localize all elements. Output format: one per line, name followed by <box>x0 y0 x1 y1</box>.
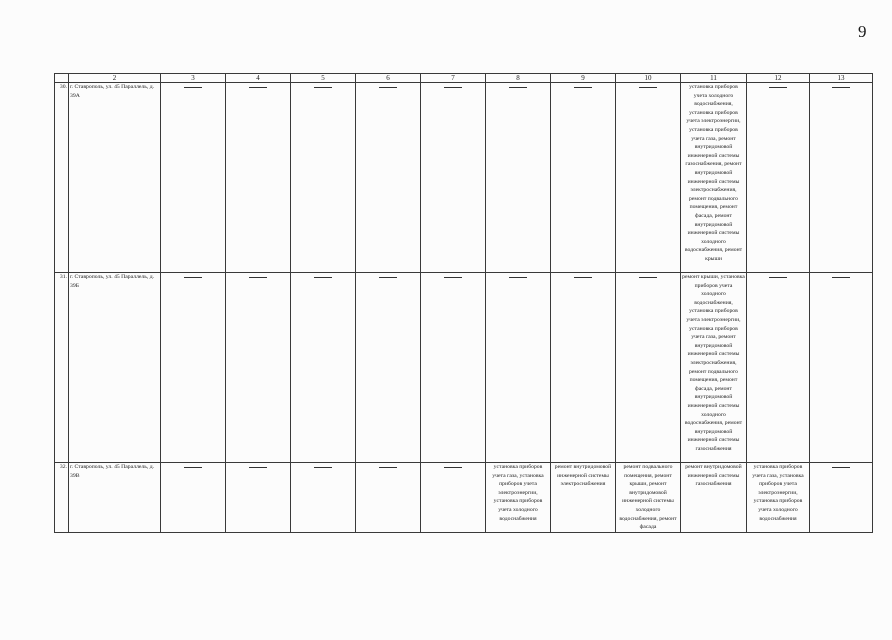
dash-mark <box>769 277 787 278</box>
empty-cell <box>747 83 810 273</box>
dash-mark <box>249 277 267 278</box>
works-text: ремонт внутридомовой инженерной системы газоснабжения <box>685 464 742 488</box>
dash-mark <box>639 87 657 88</box>
empty-cell <box>616 83 681 273</box>
works-text: установка приборов учета газа, установка приборов учета электроэнергии, установка приборов учета холодного водоснабжения <box>752 464 804 522</box>
header-cell: 2 <box>69 74 161 83</box>
dash-mark <box>639 277 657 278</box>
row-number: 30. <box>55 83 69 273</box>
works-cell <box>551 463 616 533</box>
empty-cell <box>226 83 291 273</box>
header-cell: 13 <box>810 74 873 83</box>
works-text: ремонт подвального помещения, ремонт крыши, ремонт внутридомовой инженерной системы холодного водоснабжения, ремонт фасада <box>619 464 677 531</box>
dash-mark <box>832 277 850 278</box>
header-cell <box>55 74 69 83</box>
header-cell: 10 <box>616 74 681 83</box>
empty-cell <box>226 463 291 533</box>
dash-mark <box>184 277 202 278</box>
empty-cell <box>486 83 551 273</box>
works-cell <box>616 463 681 533</box>
empty-cell <box>551 83 616 273</box>
works-cell <box>681 463 747 533</box>
works-cell <box>681 273 747 463</box>
dash-mark <box>832 87 850 88</box>
empty-cell <box>161 83 226 273</box>
works-cell <box>681 83 747 273</box>
table-row <box>55 273 873 463</box>
empty-cell <box>551 273 616 463</box>
header-cell: 11 <box>681 74 747 83</box>
empty-cell <box>616 273 681 463</box>
row-number: 31. <box>55 273 69 463</box>
header-cell: 6 <box>356 74 421 83</box>
empty-cell <box>161 463 226 533</box>
dash-mark <box>574 277 592 278</box>
works-cell <box>747 463 810 533</box>
header-cell: 4 <box>226 74 291 83</box>
empty-cell <box>421 83 486 273</box>
dash-mark <box>249 87 267 88</box>
dash-mark <box>769 87 787 88</box>
dash-mark <box>379 467 397 468</box>
header-cell: 7 <box>421 74 486 83</box>
empty-cell <box>421 463 486 533</box>
address-cell: г. Ставрополь, ул. 45 Параллель, д. 39В <box>69 463 161 533</box>
empty-cell <box>810 83 873 273</box>
empty-cell <box>291 273 356 463</box>
empty-cell <box>356 463 421 533</box>
empty-cell <box>161 273 226 463</box>
empty-cell <box>747 273 810 463</box>
empty-cell <box>291 83 356 273</box>
header-cell: 8 <box>486 74 551 83</box>
address-cell: г. Ставрополь, ул. 45 Параллель, д. 39А <box>69 83 161 273</box>
dash-mark <box>509 87 527 88</box>
works-text: установка приборов учета газа, установка приборов учета электроэнергии, установка приборов учета холодного водоснабжения <box>492 464 544 522</box>
empty-cell <box>810 273 873 463</box>
empty-cell <box>356 83 421 273</box>
dash-mark <box>444 87 462 88</box>
dash-mark <box>314 277 332 278</box>
table-row <box>55 83 873 273</box>
dash-mark <box>184 467 202 468</box>
dash-mark <box>314 87 332 88</box>
empty-cell <box>291 463 356 533</box>
dash-mark <box>832 467 850 468</box>
dash-mark <box>444 467 462 468</box>
works-text: ремонт крыши, установка приборов учета холодного водоснабжения, установка приборов учета электроэнергии, установка приборов учета газа, ремонт внутридомовой инженерной системы электроснабжения, ремонт подвального помещения, ремонт фасада, ремонт внутридомовой инженерной системы холодного водоснабжения, ремонт внутридомовой инженерной системы газоснабжения <box>682 274 745 452</box>
empty-cell <box>810 463 873 533</box>
housing-works-table <box>54 73 873 533</box>
header-cell: 3 <box>161 74 226 83</box>
empty-cell <box>226 273 291 463</box>
header-cell: 5 <box>291 74 356 83</box>
header-cell: 12 <box>747 74 810 83</box>
address-cell: г. Ставрополь, ул. 45 Параллель, д. 39Б <box>69 273 161 463</box>
page-number: 9 <box>858 22 867 41</box>
dash-mark <box>379 87 397 88</box>
dash-mark <box>249 467 267 468</box>
works-cell <box>486 463 551 533</box>
dash-mark <box>314 467 332 468</box>
column-number-row <box>55 74 873 83</box>
row-number: 32. <box>55 463 69 533</box>
empty-cell <box>356 273 421 463</box>
header-cell: 9 <box>551 74 616 83</box>
dash-mark <box>509 277 527 278</box>
empty-cell <box>421 273 486 463</box>
empty-cell <box>486 273 551 463</box>
dash-mark <box>379 277 397 278</box>
works-text: ремонт внутридомовой инженерной системы электроснабжения <box>554 464 612 488</box>
works-text: установка приборов учета холодного водоснабжения, установка приборов учета электроэнергии, установка приборов учета газа, ремонт внутридомовой инженерной системы газоснабжения, ремонт внутридомовой инженерной системы электроснабжения, ремонт подвального помещения, ремонт фасада, ремонт внутридомовой инженерной системы холодного водоснабжения, ремонт крыши <box>684 84 743 262</box>
dash-mark <box>444 277 462 278</box>
table-row <box>55 463 873 533</box>
dash-mark <box>574 87 592 88</box>
dash-mark <box>184 87 202 88</box>
